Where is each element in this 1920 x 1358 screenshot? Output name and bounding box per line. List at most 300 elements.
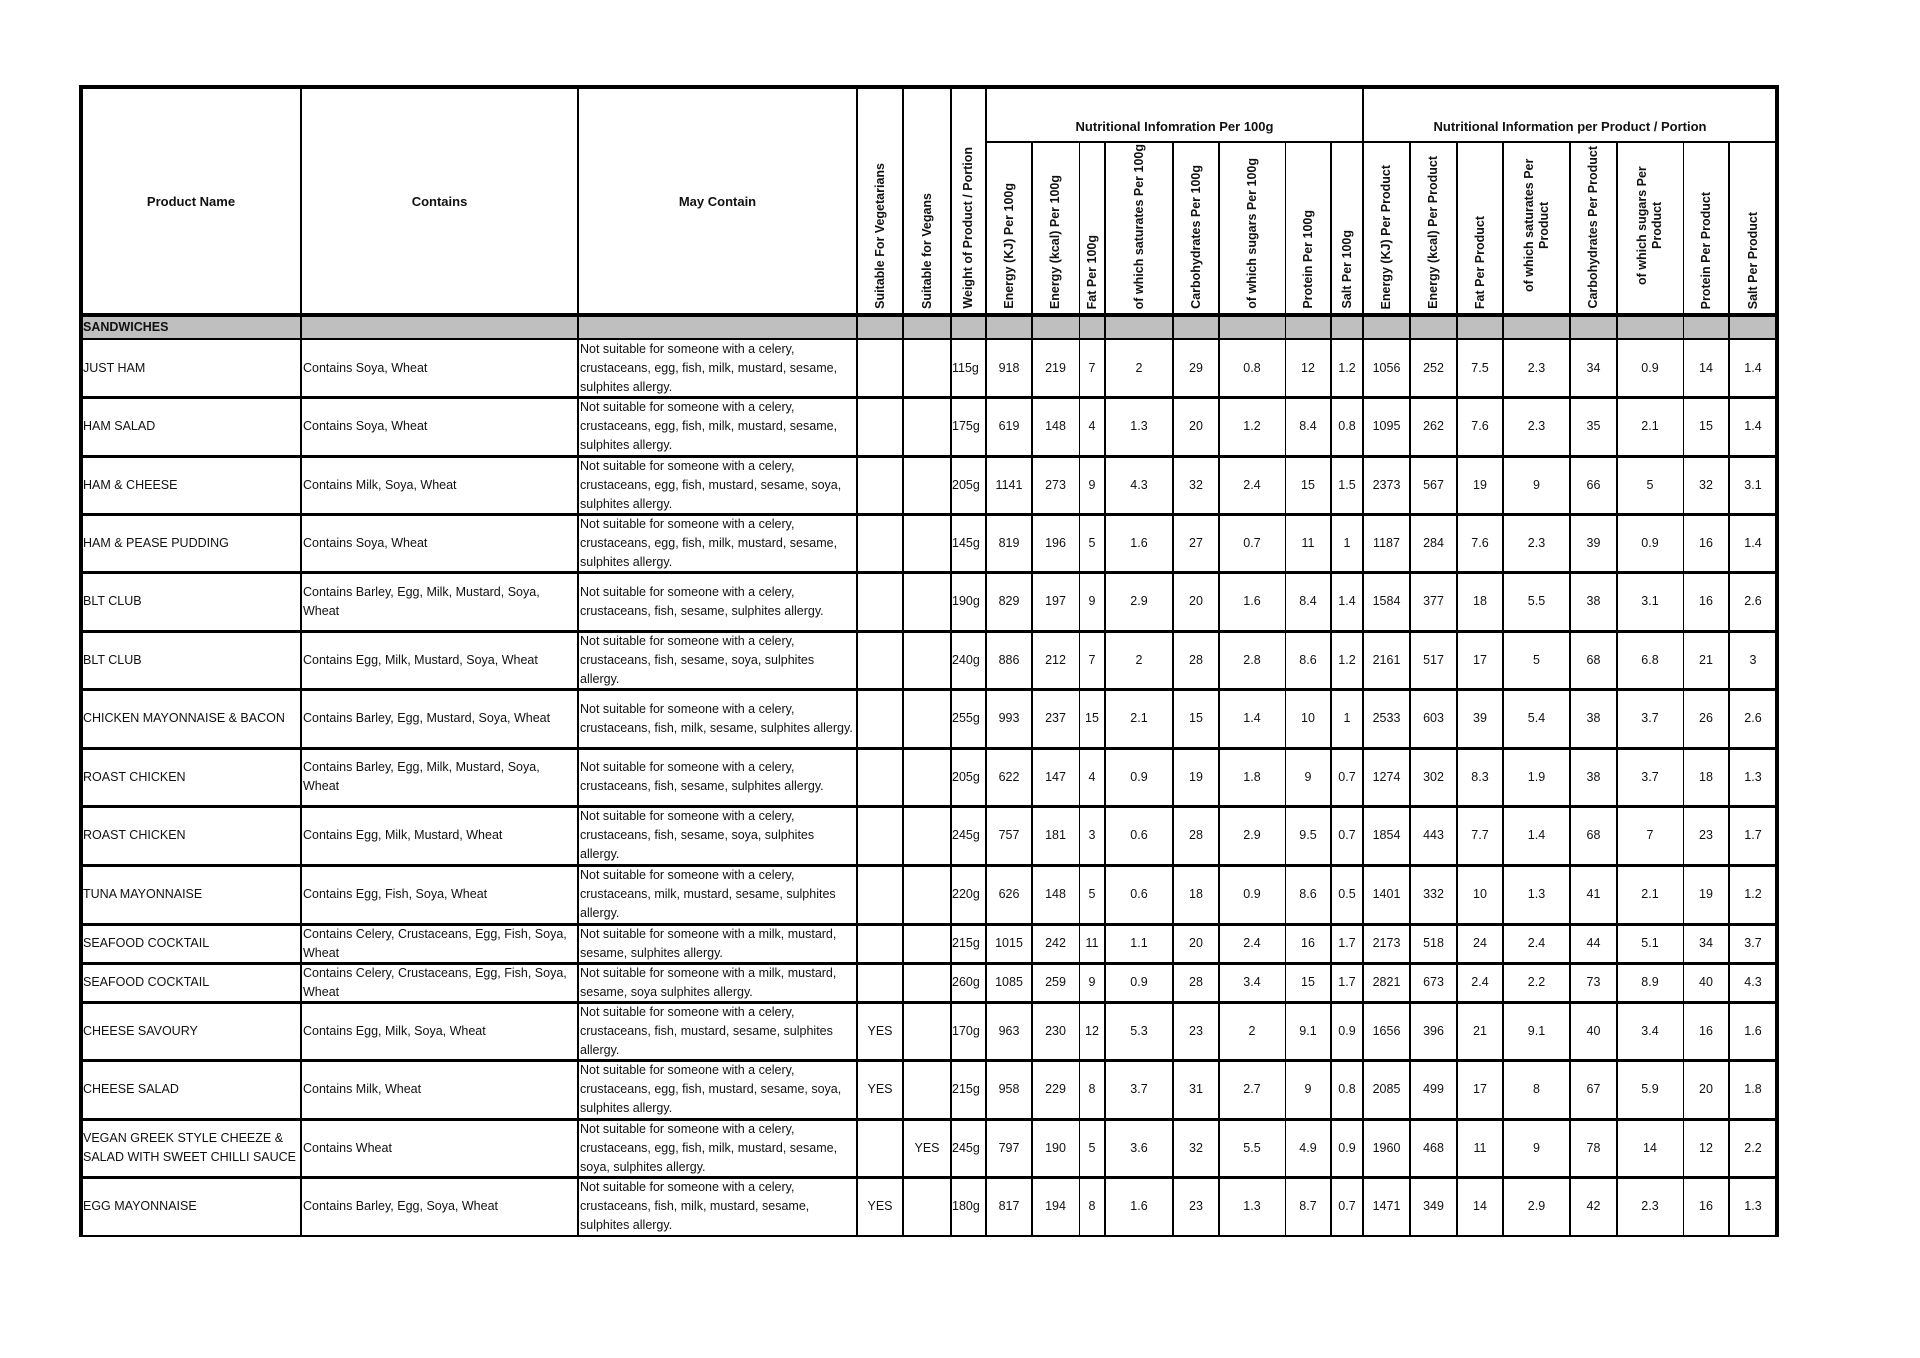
contains-cell: Contains Celery, Crustaceans, Egg, Fish, Soya, Wheat [303, 965, 567, 999]
product-name: ROAST CHICKEN [83, 828, 186, 842]
row-divider [81, 571, 1777, 574]
vegan-cell [903, 397, 951, 456]
perproduct-value: 2.3 [1527, 360, 1546, 375]
perproduct-value: 3.4 [1641, 1023, 1659, 1038]
contains-cell: Contains Barley, Egg, Mustard, Soya, Wheat [303, 711, 551, 725]
header-perproduct-col-text: Energy (KJ) Per Product [1379, 164, 1393, 309]
per100-value: 9 [1088, 477, 1096, 492]
perproduct-value: 1471 [1372, 1199, 1401, 1213]
per100-value: 29 [1189, 360, 1203, 375]
header-perproduct-col-text: Fat Per Product [1472, 215, 1487, 309]
per100-value: 15 [1301, 477, 1315, 492]
weight-cell: 170g [952, 1023, 980, 1038]
contains-cell: Contains Barley, Egg, Soya, Wheat [303, 1199, 499, 1213]
perproduct-value: 1056 [1372, 360, 1401, 375]
per100-value: 1.3 [1243, 1199, 1261, 1213]
perproduct-value: 443 [1423, 828, 1444, 842]
weight-cell: 205g [952, 769, 980, 784]
perproduct-value: 7.6 [1471, 419, 1489, 433]
column-divider [1616, 142, 1618, 1236]
per100-value: 148 [1045, 419, 1066, 433]
table-left-border [79, 85, 83, 1237]
perproduct-value: 21 [1473, 1023, 1487, 1038]
perproduct-value: 19 [1473, 477, 1487, 492]
perproduct-value: 1274 [1372, 769, 1401, 784]
header-bottom-border [81, 313, 1777, 317]
weight-cell: 245g [952, 828, 980, 842]
perproduct-value: 26 [1699, 711, 1713, 725]
per100-value: 15 [1085, 711, 1099, 725]
contains-cell: Contains Wheat [303, 1140, 392, 1155]
perproduct-value: 8.9 [1641, 975, 1659, 989]
per100-value: 8 [1088, 1082, 1096, 1096]
perproduct-value: 34 [1586, 360, 1601, 375]
per100-value: 1.8 [1243, 769, 1261, 784]
per100-value: 18 [1189, 887, 1203, 901]
weight-cell: 240g [952, 652, 980, 667]
per100-value: 626 [998, 887, 1020, 901]
per100-value: 9 [1088, 975, 1096, 989]
per100-value: 28 [1189, 975, 1203, 989]
table-top-border [81, 85, 1777, 89]
per100-value: 148 [1045, 887, 1066, 901]
per100-value: 5 [1088, 1140, 1096, 1155]
perproduct-value: 34 [1699, 936, 1713, 950]
contains-cell: Contains Barley, Egg, Milk, Mustard, Soya, Wheat [303, 760, 540, 793]
column-divider [902, 87, 904, 1236]
vegan-cell [903, 689, 951, 748]
header-perproduct-col-text: Energy (kcal) Per Product [1426, 156, 1440, 309]
product-name: VEGAN GREEK STYLE CHEEZE & SALAD WITH SWEET CHILLI SAUCE [83, 1131, 297, 1164]
column-divider [1362, 87, 1364, 1236]
header-perproduct-col [1617, 142, 1683, 315]
header-per100-col-text: of which sugars Per 100g [1244, 158, 1259, 309]
column-divider [1569, 142, 1571, 1236]
may-contain-cell: Not suitable for someone with a celery, crustaceans, fish, milk, sesame, sulphites allergy. [580, 701, 853, 735]
per100-value: 23 [1189, 1023, 1203, 1038]
may-contain-cell: Not suitable for someone with a celery, crustaceans, milk, mustard, sesame, sulphites allergy. [580, 868, 836, 920]
vegan-cell [903, 1177, 951, 1236]
perproduct-value: 67 [1586, 1082, 1601, 1096]
perproduct-value: 284 [1423, 535, 1444, 550]
per100-value: 31 [1189, 1082, 1203, 1096]
perproduct-value: 2533 [1372, 711, 1401, 725]
per100-value: 7 [1088, 652, 1096, 667]
row-divider [81, 864, 1777, 867]
perproduct-value: 396 [1423, 1023, 1444, 1038]
per100-value: 0.8 [1338, 1082, 1356, 1096]
perproduct-value: 3.7 [1641, 769, 1659, 784]
perproduct-value: 23 [1699, 828, 1713, 842]
product-name: HAM & PEASE PUDDING [83, 535, 229, 550]
perproduct-value: 35 [1586, 419, 1601, 433]
perproduct-value: 12 [1699, 1140, 1713, 1155]
perproduct-value: 41 [1586, 887, 1601, 901]
per100-value: 212 [1045, 652, 1066, 667]
row-divider [81, 805, 1777, 808]
perproduct-value: 3 [1749, 652, 1757, 667]
per100-value: 259 [1045, 975, 1066, 989]
header-per100-col [1079, 142, 1105, 315]
per100-value: 9 [1304, 769, 1312, 784]
header-perproduct-col-text: Carbohydrates Per Product [1586, 146, 1600, 309]
vegetarian-cell [857, 865, 903, 924]
per100-value: 2.1 [1130, 711, 1148, 725]
may-contain-cell: Not suitable for someone with a celery, crustaceans, fish, mustard, sesame, sulphites allergy. [580, 1004, 833, 1057]
per100-value: 797 [998, 1140, 1020, 1155]
per100-value: 237 [1045, 711, 1066, 725]
perproduct-value: 1187 [1373, 535, 1400, 550]
header-per100-col [986, 142, 1032, 315]
vegan-cell [903, 514, 951, 572]
perproduct-value: 16 [1699, 594, 1713, 608]
per100-value: 273 [1045, 477, 1066, 492]
perproduct-value: 5.1 [1641, 936, 1659, 950]
weight-cell: 180g [952, 1199, 980, 1213]
per100-value: 1085 [995, 975, 1023, 989]
per100-value: 9 [1088, 594, 1096, 608]
perproduct-value: 3.7 [1641, 711, 1659, 725]
header-contains: Contains [411, 193, 468, 209]
per100-value: 20 [1189, 419, 1203, 433]
vegan-cell [903, 572, 951, 631]
section-label: SANDWICHES [83, 319, 169, 334]
perproduct-value: 567 [1423, 477, 1444, 492]
perproduct-value: 518 [1423, 936, 1444, 950]
vegetarian-cell: YES [867, 1023, 893, 1038]
per100-value: 5.5 [1243, 1140, 1261, 1155]
per100-value: 0.7 [1243, 535, 1261, 550]
per100-value: 1.6 [1130, 1199, 1148, 1213]
perproduct-value: 17 [1473, 652, 1487, 667]
perproduct-value: 2.3 [1641, 1199, 1659, 1213]
perproduct-value: 1854 [1372, 828, 1401, 842]
header-per100-col-text: Protein Per 100g [1300, 210, 1315, 309]
perproduct-value: 39 [1473, 711, 1487, 725]
perproduct-value: 2.2 [1744, 1140, 1762, 1155]
perproduct-value: 73 [1586, 975, 1601, 989]
per100-value: 147 [1045, 769, 1066, 784]
perproduct-value: 38 [1586, 769, 1601, 784]
perproduct-value: 9 [1533, 1140, 1540, 1155]
header-vegan [903, 87, 951, 315]
perproduct-value: 1.3 [1527, 887, 1546, 901]
per100-value: 8.4 [1299, 419, 1317, 433]
row-divider [81, 1001, 1777, 1004]
vegetarian-cell [857, 631, 903, 689]
perproduct-value: 68 [1586, 828, 1601, 842]
per100-value: 1.6 [1130, 535, 1148, 550]
per100-value: 1.2 [1243, 419, 1261, 433]
row-divider [81, 513, 1777, 516]
may-contain-cell: Not suitable for someone with a celery, crustaceans, egg, fish, milk, mustard, sesame, sulphites allergy. [580, 400, 838, 452]
per100-value: 20 [1189, 594, 1203, 608]
per100-value: 197 [1045, 594, 1066, 608]
weight-cell: 175g [952, 419, 980, 433]
perproduct-value: 2161 [1372, 652, 1401, 667]
column-divider [1409, 142, 1411, 1236]
perproduct-value: 24 [1473, 936, 1487, 950]
row-divider [81, 630, 1777, 633]
vegan-cell [903, 1002, 951, 1060]
contains-cell: Contains Egg, Milk, Mustard, Soya, Wheat [303, 652, 538, 667]
per100-value: 0.9 [1338, 1140, 1356, 1155]
may-contain-cell: Not suitable for someone with a celery, crustaceans, fish, milk, mustard, sesame, sulphites allergy. [580, 1180, 810, 1232]
per100-value: 32 [1189, 477, 1203, 492]
perproduct-value: 40 [1699, 975, 1713, 989]
perproduct-value: 7.6 [1471, 535, 1489, 550]
may-contain-cell: Not suitable for someone with a celery, crustaceans, fish, sesame, sulphites allergy. [580, 584, 824, 618]
vegan-cell [903, 963, 951, 1002]
header-perproduct-col [1363, 142, 1410, 315]
per100-value: 10 [1301, 711, 1315, 725]
per100-value: 0.7 [1338, 1199, 1356, 1213]
column-divider [1172, 142, 1174, 1236]
row-divider [81, 962, 1777, 965]
per100-value: 2.4 [1243, 936, 1261, 950]
perproduct-value: 16 [1699, 535, 1713, 550]
header-per100-col-text: Energy (KJ) Per 100g [1001, 183, 1016, 309]
perproduct-value: 18 [1473, 594, 1487, 608]
per100-value: 5.3 [1130, 1023, 1148, 1038]
perproduct-value: 673 [1423, 975, 1444, 989]
perproduct-value: 68 [1586, 652, 1601, 667]
row-divider [81, 923, 1777, 926]
per100-value: 2 [1135, 652, 1143, 667]
per100-value: 0.8 [1338, 419, 1356, 433]
perproduct-value: 2.9 [1527, 1199, 1546, 1213]
vegan-cell [903, 631, 951, 689]
per100-value: 20 [1189, 936, 1203, 950]
header-perproduct-col [1410, 142, 1457, 315]
header-per100-col-text: Fat Per 100g [1084, 234, 1099, 309]
vegetarian-cell [857, 397, 903, 456]
column-divider [1330, 142, 1332, 1236]
perproduct-value: 1.4 [1744, 419, 1762, 433]
perproduct-value: 1095 [1372, 419, 1401, 433]
per100-value: 622 [998, 769, 1020, 784]
per100-value: 9 [1304, 1082, 1312, 1096]
perproduct-value: 21 [1699, 652, 1713, 667]
per100-value: 0.7 [1338, 828, 1356, 842]
contains-cell: Contains Celery, Crustaceans, Egg, Fish, Soya, Wheat [303, 926, 567, 960]
per100-value: 1.4 [1338, 594, 1356, 608]
per100-value: 3.7 [1130, 1082, 1148, 1096]
per100-value: 181 [1045, 828, 1066, 842]
header-vegetarian-text: Suitable For Vegetarians [872, 163, 887, 309]
per100-value: 12 [1085, 1023, 1099, 1038]
weight-cell: 115g [952, 360, 979, 375]
row-divider [81, 688, 1777, 691]
weight-cell: 260g [952, 975, 980, 989]
per100-value: 32 [1189, 1140, 1203, 1155]
product-name: ROAST CHICKEN [83, 769, 186, 784]
per100-value: 2.7 [1243, 1082, 1261, 1096]
contains-cell: Contains Egg, Milk, Mustard, Wheat [303, 828, 503, 842]
perproduct-value: 1.8 [1744, 1082, 1762, 1096]
perproduct-value: 3.1 [1744, 477, 1762, 492]
perproduct-value: 2085 [1372, 1082, 1401, 1096]
perproduct-value: 7.5 [1471, 360, 1489, 375]
vegan-cell [903, 924, 951, 963]
header-may-contain: May Contain [678, 193, 757, 209]
perproduct-value: 468 [1423, 1140, 1444, 1155]
per100-value: 4 [1088, 769, 1096, 784]
vegetarian-cell [857, 514, 903, 572]
column-divider [1502, 142, 1504, 1236]
per100-value: 757 [998, 828, 1020, 842]
weight-cell: 215g [952, 1082, 980, 1096]
per100-value: 8 [1088, 1199, 1096, 1213]
per100-value: 1.1 [1130, 936, 1148, 950]
per100-value: 958 [998, 1082, 1020, 1096]
header-per100-col [1331, 142, 1363, 315]
perproduct-value: 19 [1699, 887, 1713, 901]
contains-cell: Contains Barley, Egg, Milk, Mustard, Soya, Wheat [303, 584, 540, 618]
perproduct-value: 20 [1699, 1082, 1713, 1096]
vegetarian-cell [857, 924, 903, 963]
may-contain-cell: Not suitable for someone with a milk, mustard, sesame, sulphites allergy. [580, 926, 837, 960]
column-divider [1104, 142, 1106, 1236]
perproduct-value: 377 [1423, 594, 1444, 608]
perproduct-value: 7.7 [1471, 828, 1489, 842]
perproduct-value: 2.4 [1471, 975, 1489, 989]
per100-value: 4 [1088, 419, 1096, 433]
header-group-per-100g: Nutritional Infomration Per 100g [1075, 119, 1274, 134]
perproduct-value: 252 [1423, 360, 1444, 375]
weight-cell: 205g [952, 477, 980, 492]
row-divider [81, 1118, 1777, 1121]
vegetarian-cell [857, 963, 903, 1002]
per100-value: 23 [1189, 1199, 1203, 1213]
per100-value: 0.9 [1130, 975, 1148, 989]
per100-value: 1.7 [1338, 936, 1356, 950]
perproduct-value: 1.2 [1744, 887, 1762, 901]
per100-value: 0.5 [1338, 887, 1356, 901]
may-contain-cell: Not suitable for someone with a celery, crustaceans, fish, sesame, soya, sulphites allergy. [580, 633, 815, 686]
per100-value: 242 [1045, 936, 1066, 950]
column-divider [1031, 142, 1033, 1236]
vegan-cell [903, 865, 951, 924]
contains-cell: Contains Soya, Wheat [303, 360, 428, 375]
product-name: TUNA MAYONNAISE [83, 887, 203, 901]
per100-value: 0.6 [1130, 828, 1148, 842]
product-name: BLT CLUB [83, 594, 142, 608]
per100-value: 1 [1343, 711, 1351, 725]
per100-value: 2.9 [1243, 828, 1261, 842]
contains-cell: Contains Egg, Milk, Soya, Wheat [303, 1023, 486, 1038]
per100-value: 3.6 [1130, 1140, 1148, 1155]
perproduct-value: 15 [1699, 419, 1713, 433]
perproduct-value: 603 [1423, 711, 1444, 725]
per100-value: 8.6 [1299, 652, 1317, 667]
perproduct-value: 16 [1699, 1199, 1713, 1213]
product-name: SEAFOOD COCKTAIL [83, 975, 210, 989]
header-perproduct-col-text: of which sugars Per Product [1635, 166, 1664, 285]
perproduct-value: 2.3 [1527, 419, 1546, 433]
vegan-cell: YES [914, 1140, 940, 1155]
perproduct-value: 5.5 [1527, 594, 1546, 608]
perproduct-value: 3.1 [1641, 594, 1659, 608]
column-divider [1285, 142, 1286, 1236]
per100-value: 1.2 [1338, 652, 1356, 667]
perproduct-value: 349 [1423, 1199, 1444, 1213]
column-divider [577, 87, 579, 1236]
column-divider [1079, 142, 1080, 1236]
perproduct-value: 11 [1473, 1140, 1487, 1155]
header-weight-text: Weight of Product / Portion [961, 147, 975, 309]
perproduct-value: 4.3 [1744, 975, 1762, 989]
column-divider [1728, 142, 1730, 1236]
per100-value: 9.5 [1299, 828, 1317, 842]
perproduct-value: 9.1 [1527, 1023, 1546, 1038]
per100-value: 8.7 [1299, 1199, 1317, 1213]
perproduct-value: 1401 [1372, 887, 1401, 901]
header-perproduct-col [1570, 142, 1617, 315]
header-per100-col-text: Energy (kcal) Per 100g [1048, 174, 1062, 309]
per100-value: 829 [998, 594, 1020, 608]
per100-value: 1141 [995, 477, 1023, 492]
header-per100-col [1105, 142, 1173, 315]
perproduct-value: 40 [1586, 1023, 1601, 1038]
header-perproduct-col [1503, 142, 1570, 315]
perproduct-value: 8 [1533, 1082, 1540, 1096]
perproduct-value: 2.6 [1744, 711, 1762, 725]
weight-cell: 215g [952, 936, 980, 950]
per100-value: 819 [998, 535, 1020, 550]
weight-cell: 190g [952, 594, 980, 608]
weight-cell: 145g [952, 535, 980, 550]
perproduct-value: 1.9 [1527, 769, 1546, 784]
product-name: CHEESE SAVOURY [83, 1023, 198, 1038]
per100-value: 619 [998, 419, 1020, 433]
perproduct-value: 2.1 [1641, 887, 1659, 901]
header-weight [951, 87, 986, 315]
product-name: HAM & CHEESE [83, 477, 178, 492]
perproduct-value: 39 [1586, 535, 1601, 550]
vegetarian-cell [857, 456, 903, 514]
column-divider [985, 87, 987, 1236]
perproduct-value: 38 [1586, 711, 1601, 725]
perproduct-value: 66 [1586, 477, 1601, 492]
vegetarian-cell [857, 806, 903, 865]
header-vegetarian [857, 87, 903, 315]
vegetarian-cell: YES [867, 1082, 893, 1096]
product-name: BLT CLUB [83, 652, 142, 667]
row-divider [81, 1176, 1777, 1179]
header-perproduct-col-text: Protein Per Product [1698, 191, 1713, 309]
section-band [81, 315, 1777, 339]
contains-cell: Contains Milk, Soya, Wheat [303, 477, 457, 492]
perproduct-value: 14 [1643, 1140, 1657, 1155]
perproduct-value: 3.7 [1744, 936, 1762, 950]
perproduct-value: 78 [1586, 1140, 1601, 1155]
header-per100-col-text: of which saturates Per 100g [1131, 143, 1146, 309]
per100-value: 1.5 [1338, 477, 1356, 492]
per100-value: 1.2 [1338, 360, 1356, 375]
section-divider [81, 338, 1777, 340]
perproduct-value: 44 [1586, 936, 1601, 950]
perproduct-value: 1.4 [1744, 535, 1762, 550]
vegetarian-cell [857, 572, 903, 631]
contains-cell: Contains Egg, Fish, Soya, Wheat [303, 887, 488, 901]
per100-value: 1.7 [1338, 975, 1356, 989]
header-per100-col-text: Salt Per 100g [1339, 230, 1354, 309]
perproduct-value: 2173 [1372, 936, 1401, 950]
per100-value: 15 [1301, 975, 1315, 989]
perproduct-value: 262 [1423, 419, 1444, 433]
per100-value: 918 [998, 360, 1020, 375]
